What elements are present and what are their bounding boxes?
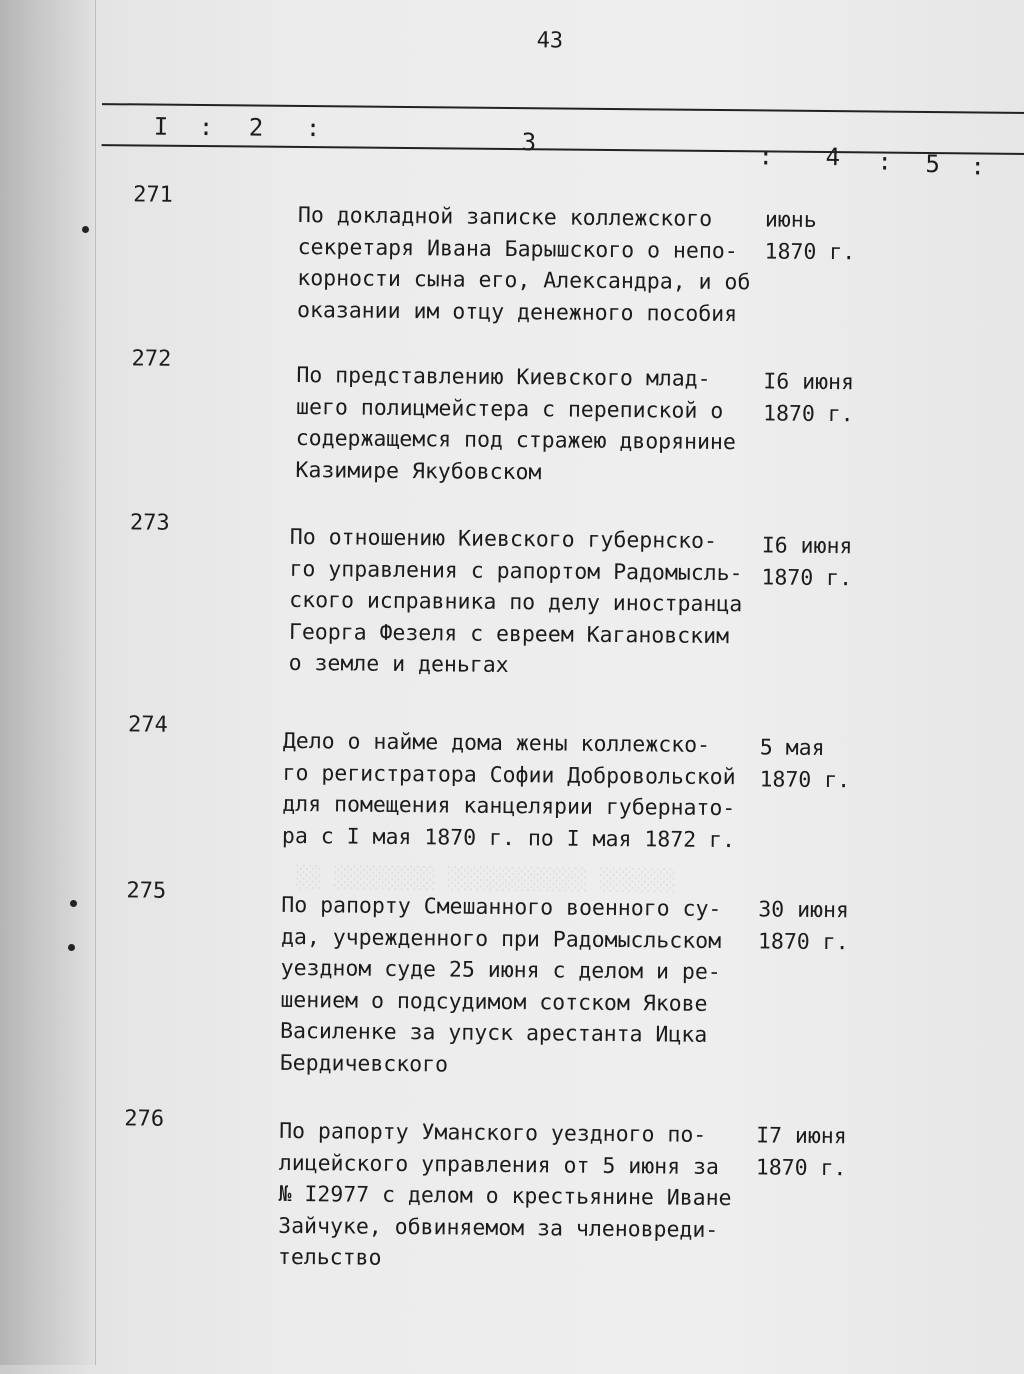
punch-hole-mark	[82, 226, 89, 233]
entry-number: 271	[133, 182, 173, 208]
column-separator: :	[758, 142, 774, 171]
entry-272	[92, 346, 992, 485]
entry-271	[93, 182, 993, 327]
column-header-5: 5	[925, 149, 941, 179]
entry-273	[90, 510, 990, 679]
bleed-through-text: ░░ ░░░░░░░░ ░░░░░░░░░░░ ░░░░░░	[296, 864, 676, 893]
entry-number: 274	[127, 712, 168, 738]
entry-274	[88, 712, 988, 853]
column-separator: :	[305, 114, 321, 143]
entry-date: I6 июня 1870 г.	[761, 533, 853, 591]
entry-description: По отношению Киевского губернско- го управления с рапортом Радомысль- ского исправника по делу иностранца Георга Фезеля с евреем Кагановским о земле и деньгах	[288, 524, 743, 679]
entry-date: 30 июня 1870 г.	[757, 897, 850, 955]
column-separator: :	[970, 152, 986, 181]
entry-number: 272	[131, 346, 172, 372]
entry-date: I7 июня 1870 г.	[755, 1123, 847, 1181]
document-page	[82, 0, 1024, 1374]
page-gutter	[0, 0, 96, 1365]
entry-description: По рапорту Уманского уездного по- лицейского управления от 5 июня за № I2977 с делом о крестьянине Иване Зайчуке, обвиняемом за членовреди- тельство	[277, 1118, 732, 1271]
entry-description: По рапорту Смешанного военного су- да, учрежденного при Радомысльском уездном суде 25 июня с делом и ре- шением о подсудимом сотском Якове Василенке за упуск арестанта Ицка Бердичевского	[279, 892, 722, 1077]
entry-number: 273	[129, 510, 170, 536]
column-separator: :	[198, 113, 214, 142]
punch-hole-mark	[68, 944, 75, 951]
column-header-2: 2	[248, 113, 264, 142]
entry-number: 276	[124, 1106, 165, 1132]
entry-276	[84, 1106, 984, 1271]
punch-hole-mark	[70, 900, 77, 907]
entry-description: По докладной записке коллежского секретаря Ивана Барышского о непо- корности сына его, Александра, и об оказании им отцу денежного пособия	[296, 202, 751, 327]
column-header-4: 4	[825, 143, 841, 172]
column-header-1: I	[153, 112, 169, 141]
entry-date: I6 июня 1870 г.	[762, 369, 855, 427]
entry-description: Дело о найме дома жены коллежско- го регистратора Софии Добровольской для помещения канцелярии губернато- ра с I мая 1870 г. по I мая 1872 г.	[281, 728, 736, 853]
column-header-3: 3	[521, 128, 537, 157]
page-number: 43	[536, 28, 564, 54]
entry-description: По представлению Киевского млад- шего полицмейстера с перепиской о содержащемся под стражею дворянине Казимире Якубовском	[295, 362, 737, 485]
header-rule-top	[102, 103, 1024, 114]
entry-number: 275	[126, 878, 167, 904]
entry-date: 5 мая 1870 г.	[759, 735, 851, 793]
entry-date: июнь 1870 г.	[764, 207, 856, 265]
column-separator: :	[877, 147, 893, 176]
